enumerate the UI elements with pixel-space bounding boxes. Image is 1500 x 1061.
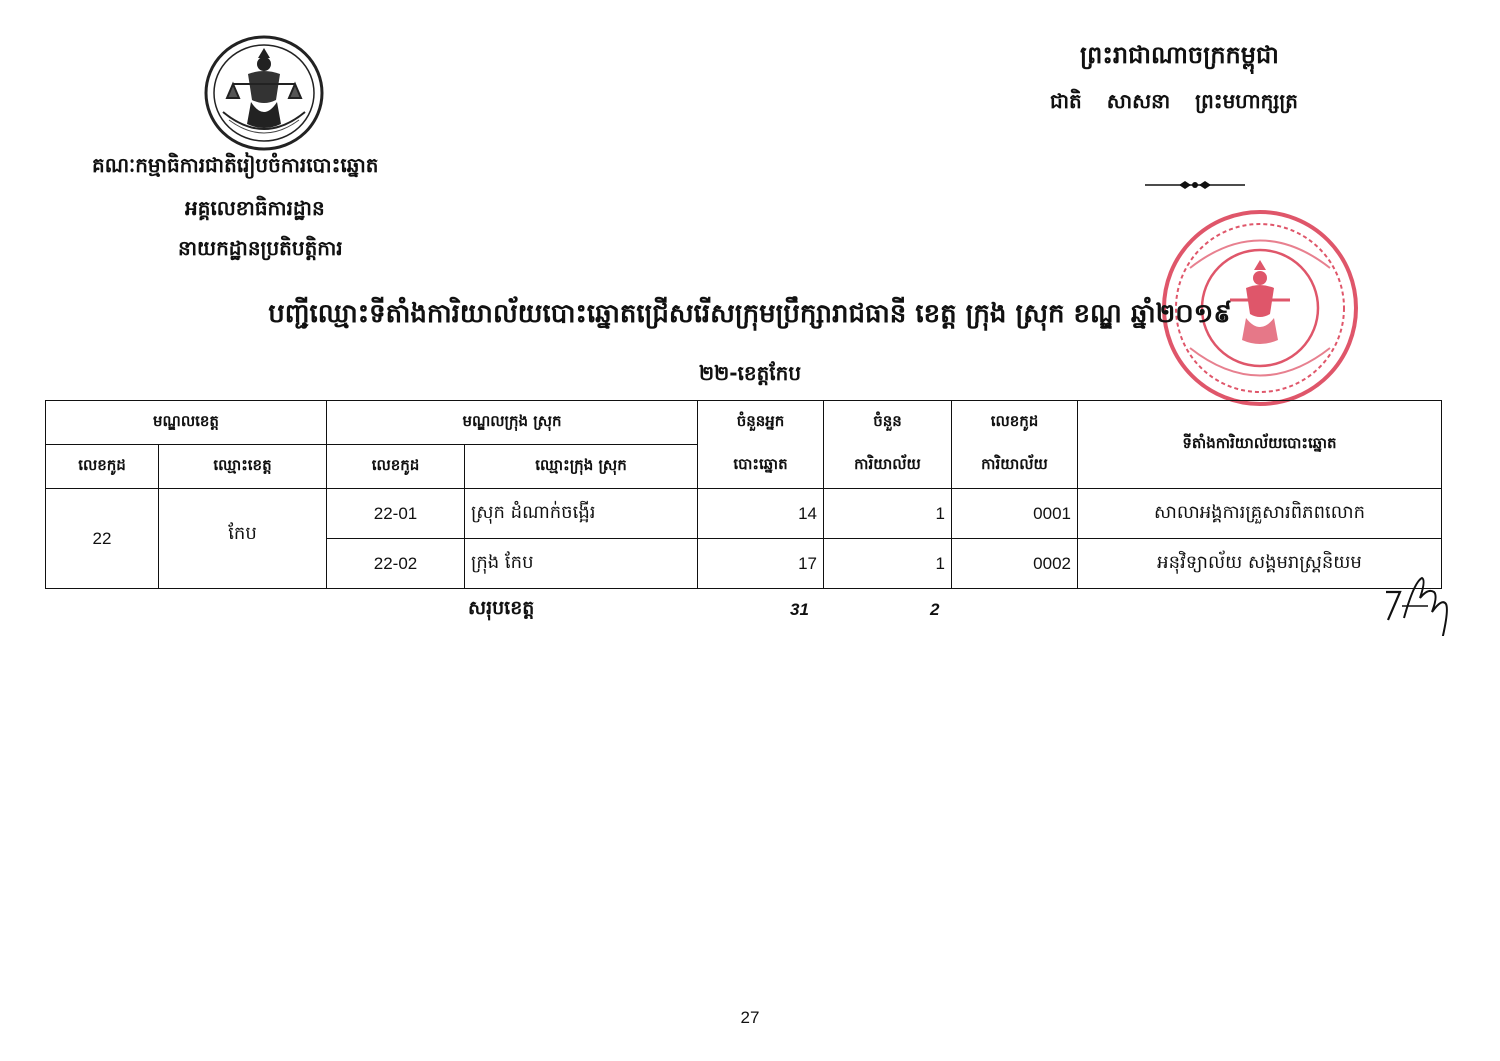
ornament-divider — [1145, 176, 1245, 195]
nec-emblem-logo — [203, 32, 325, 154]
district-code-cell: 22-01 — [327, 489, 465, 539]
location-cell: អនុវិទ្យាល័យ សង្គមរាស្ត្រនិយម — [1078, 539, 1442, 589]
location-cell: សាលាអង្គការគ្រួសារពិភពលោក — [1078, 489, 1442, 539]
total-offices: 2 — [930, 600, 940, 619]
district-code-cell: 22-02 — [327, 539, 465, 589]
header-offices-bottom: ការិយាល័យ — [824, 445, 952, 489]
kingdom-title: ព្រះរាជាណាចក្រកម្ពុជា — [1080, 41, 1279, 69]
header-province-center: មណ្ឌលខេត្ត — [46, 401, 327, 445]
header-office-code-top: លេខកូដ — [952, 401, 1078, 445]
subheader-province-name: ឈ្មោះខេត្ត — [159, 445, 327, 489]
voters-cell: 14 — [698, 489, 824, 539]
header-offices-top: ចំនួន — [824, 401, 952, 445]
province-name-cell: កែប — [159, 489, 327, 589]
operations-department: នាយកដ្ឋានប្រតិបត្តិការ — [178, 236, 343, 260]
subheader-district-code: លេខកូដ — [327, 445, 465, 489]
handwritten-signature — [1382, 570, 1454, 640]
polling-stations-table — [45, 400, 1442, 589]
header-location: ទីតាំងការិយាល័យបោះឆ្នោត — [1078, 401, 1442, 489]
page-number: 27 — [740, 1008, 760, 1027]
total-label: សរុបខេត្ត — [468, 597, 535, 619]
total-voters: 31 — [790, 600, 809, 619]
province-code-cell: 22 — [46, 489, 159, 589]
offices-cell: 1 — [824, 539, 952, 589]
voters-cell: 17 — [698, 539, 824, 589]
national-motto: ជាតិ សាសនា ព្រះមហាក្សត្រ — [1050, 89, 1298, 113]
subheader-province-code: លេខកូដ — [46, 445, 159, 489]
office-code-cell: 0001 — [952, 489, 1078, 539]
district-name-cell: ក្រុង កែប — [465, 539, 698, 589]
subheader-district-name: ឈ្មោះក្រុង ស្រុក — [465, 445, 698, 489]
district-name-cell: ស្រុក ដំណាក់ចង្អើរ — [465, 489, 698, 539]
document-title: បញ្ជីឈ្មោះទីតាំងការិយាល័យបោះឆ្នោតជ្រើសរើសក្រុមប្រឹក្សារាជធានី ខេត្ត ក្រុង ស្រុក ខណ្ឌ ឆ្នាំ២០១៩ — [268, 299, 1232, 329]
offices-cell: 1 — [824, 489, 952, 539]
province-heading: ២២-ខេត្តកែប — [698, 361, 802, 385]
header-district-center: មណ្ឌលក្រុង ស្រុក — [327, 401, 698, 445]
table-row — [46, 489, 1442, 539]
office-code-cell: 0002 — [952, 539, 1078, 589]
header-office-code-bottom: ការិយាល័យ — [952, 445, 1078, 489]
header-voters-top: ចំនួនអ្នក — [698, 401, 824, 445]
general-secretariat: អគ្គលេខាធិការដ្ឋាន — [185, 196, 325, 220]
ministry-name: គណៈកម្មាធិការជាតិរៀបចំការបោះឆ្នោត — [92, 153, 379, 177]
header-voters-bottom: បោះឆ្នោត — [698, 445, 824, 489]
